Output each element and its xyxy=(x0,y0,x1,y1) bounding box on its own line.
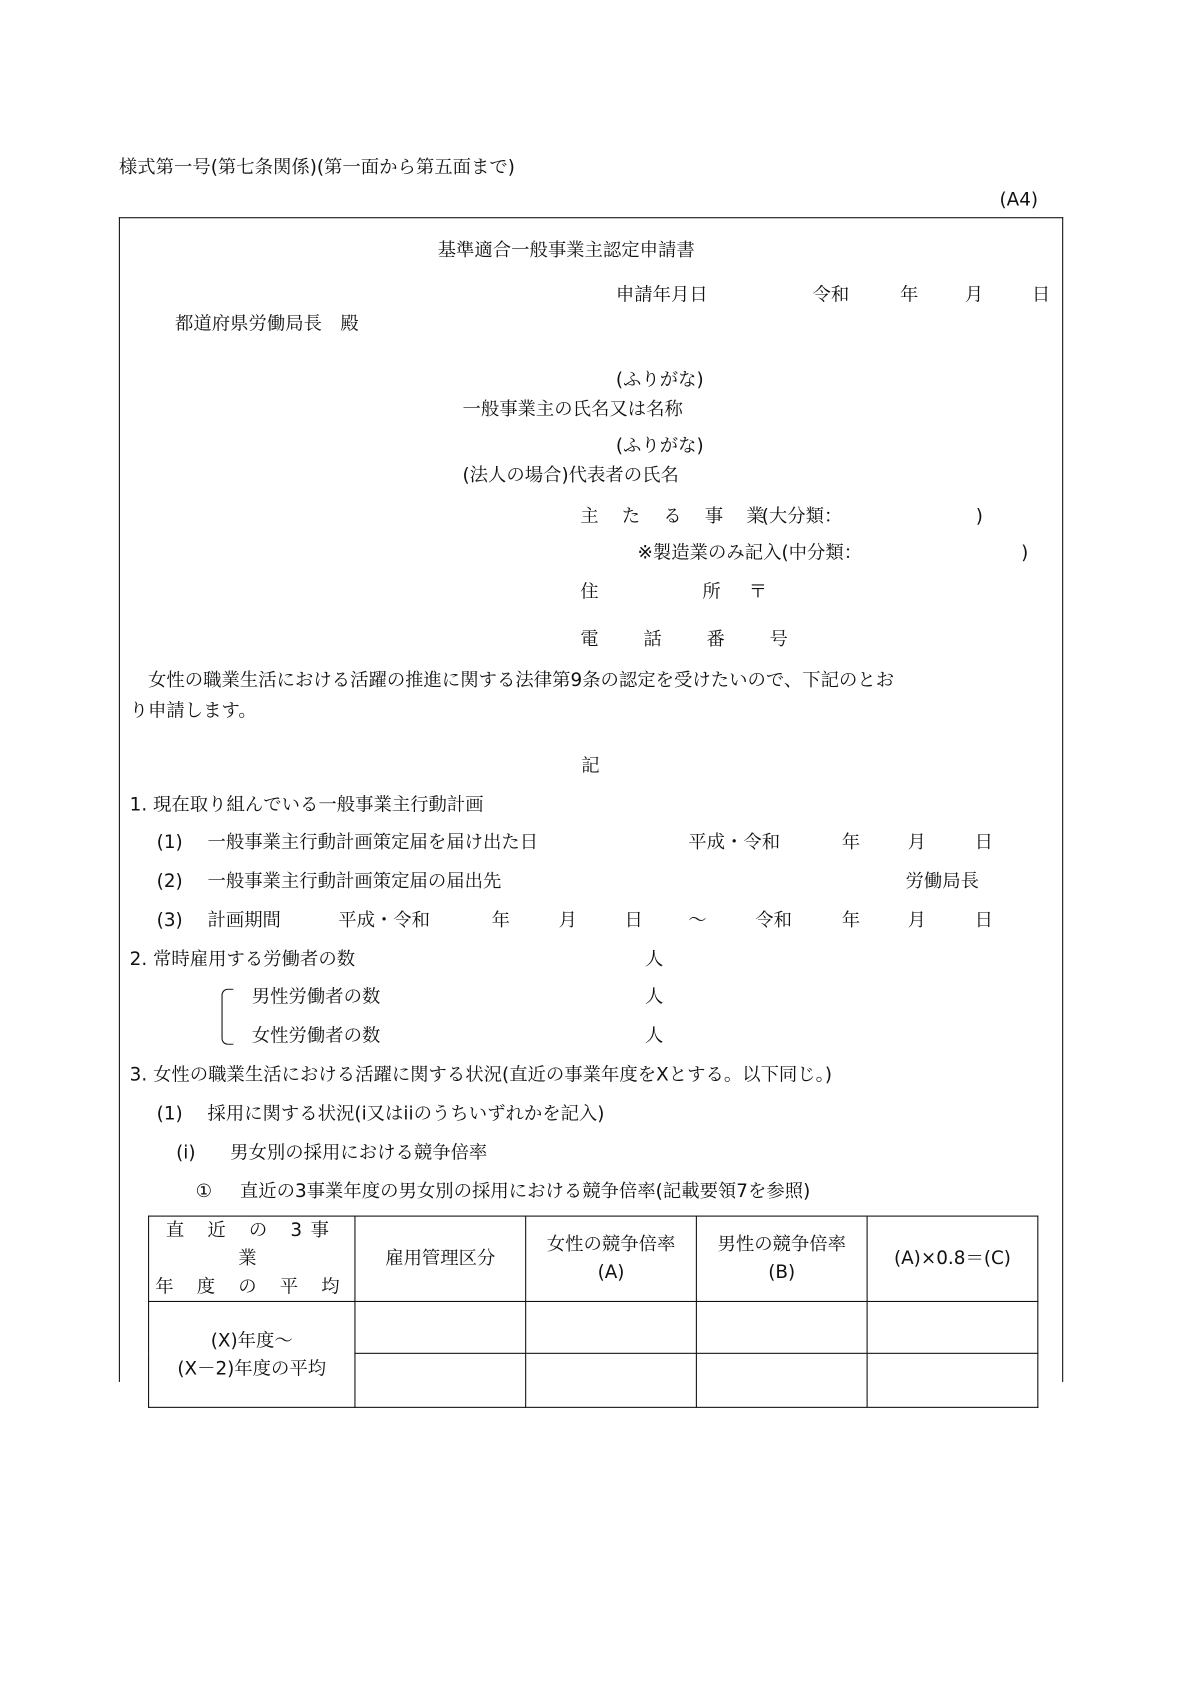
furigana-label: (ふりがな) xyxy=(615,369,704,392)
major-category-label: (大分類： xyxy=(761,505,843,528)
s3-sub1: 採用に関する状況(i又はiiのうちいずれかを記入) xyxy=(207,1103,605,1125)
header-period-line1: 直 近 の 3事 業 xyxy=(165,1219,338,1270)
s1-r3-era1: 平成・令和 xyxy=(338,909,431,932)
representative-label: (法人の場合)代表者の氏名 xyxy=(462,464,679,487)
male-unit: 人 xyxy=(645,986,664,1009)
s1-r3-era2: 令和 xyxy=(755,909,793,932)
phone-label: 電 話 番 号 xyxy=(580,628,808,651)
s3-sub2: 男女別の採用における競争倍率 xyxy=(230,1142,488,1164)
input-cell[interactable] xyxy=(355,1301,526,1353)
paper-size: (A4) xyxy=(999,189,1039,211)
s1-r3-label: 計画期間 xyxy=(207,909,281,932)
address-label-2: 所 xyxy=(702,581,721,603)
header-male-ratio-line2: (B) xyxy=(768,1262,796,1284)
header-female-ratio-line2: (A) xyxy=(597,1262,625,1284)
employer-name-label: 一般事業主の氏名又は名称 xyxy=(462,398,683,421)
date-month[interactable]: 月 xyxy=(964,284,984,306)
table-header-row xyxy=(149,1216,1038,1301)
section2-heading: 2. 常時雇用する労働者の数 xyxy=(129,948,356,971)
s1-r3-month1[interactable]: 月 xyxy=(558,909,577,932)
paragraph-line: 女性の職業生活における活躍の推進に関する法律第9条の認定を受けたいので、下記のとお xyxy=(129,669,895,692)
header-period-line2: 年 度 の 平 均 xyxy=(155,1276,349,1298)
s1-r2-num: (2) xyxy=(156,870,183,893)
s1-r3-month2[interactable]: 月 xyxy=(907,909,926,932)
address-label-1: 住 xyxy=(580,581,599,603)
s1-r3-day1[interactable]: 日 xyxy=(624,909,643,932)
section3-heading: 3. 女性の職業生活における活躍に関する状況(直近の事業年度をXとする。以下同じ。) xyxy=(129,1064,833,1086)
male-workers-label: 男性労働者の数 xyxy=(251,986,381,1009)
input-cell[interactable] xyxy=(696,1301,867,1353)
major-category-close: ) xyxy=(975,505,983,528)
input-cell[interactable] xyxy=(867,1301,1038,1353)
competition-ratio-table xyxy=(148,1216,1038,1408)
date-year[interactable]: 年 xyxy=(900,284,919,306)
female-unit: 人 xyxy=(645,1025,664,1048)
date-era: 令和 xyxy=(812,284,850,306)
input-cell[interactable] xyxy=(526,1301,697,1353)
s1-r3-tilde: ～ xyxy=(688,909,707,932)
s1-r2-suffix: 労働局長 xyxy=(905,870,979,893)
paragraph-line: り申請します。 xyxy=(129,700,257,722)
manufacturing-label: ※製造業のみ記入(中分類： xyxy=(637,542,863,565)
input-cell[interactable] xyxy=(696,1353,867,1407)
s3-sub1-num: (1) xyxy=(156,1103,183,1125)
header-female-ratio-line1: 女性の競争倍率 xyxy=(546,1233,676,1256)
section1-heading: 1. 現在取り組んでいる一般事業主行動計画 xyxy=(129,794,484,816)
input-cell[interactable] xyxy=(867,1353,1038,1407)
header-female-ratio xyxy=(526,1216,697,1301)
header-male-ratio-line1: 男性の競争倍率 xyxy=(717,1233,847,1256)
s1-r1-label: 一般事業主行動計画策定届を届け出た日 xyxy=(207,831,539,854)
female-workers-label: 女性労働者の数 xyxy=(251,1025,381,1048)
manufacturing-close: ) xyxy=(1021,542,1029,565)
input-cell[interactable] xyxy=(355,1353,526,1407)
date-day[interactable]: 日 xyxy=(1031,284,1051,306)
period-cell xyxy=(149,1301,355,1407)
s1-r3-year1[interactable]: 年 xyxy=(491,909,510,932)
s3-sub3: 直近の3事業年度の男女別の採用における競争倍率(記載要領7を参照) xyxy=(239,1180,811,1203)
s1-r3-year2[interactable]: 年 xyxy=(841,909,861,932)
furigana-label: (ふりがな) xyxy=(615,435,704,458)
s1-r2-label: 一般事業主行動計画策定届の届出先 xyxy=(207,870,502,893)
input-cell[interactable] xyxy=(526,1353,697,1407)
s1-r1-month[interactable]: 月 xyxy=(907,831,926,854)
period-line1: (X)年度～ xyxy=(210,1329,293,1352)
total-unit: 人 xyxy=(645,948,664,971)
ki-heading: 記 xyxy=(581,755,600,777)
header-period xyxy=(149,1216,355,1301)
s3-sub3-num: ① xyxy=(195,1180,213,1203)
bracket xyxy=(222,989,234,1045)
form-title: 基準適合一般事業主認定申請書 xyxy=(437,239,695,262)
s1-r1-day[interactable]: 日 xyxy=(974,831,993,854)
table-row xyxy=(149,1301,1038,1353)
date-label: 申請年月日 xyxy=(615,284,708,306)
s3-sub2-num: (i) xyxy=(176,1142,196,1164)
s1-r1-year[interactable]: 年 xyxy=(841,831,861,854)
header-formula: (A)×0.8＝(C) xyxy=(867,1216,1038,1301)
main-business-label: 主 た る 事 業 xyxy=(580,505,774,528)
form-id: 様式第一号(第七条関係)(第一面から第五面まで) xyxy=(118,156,515,179)
s1-r1-num: (1) xyxy=(156,831,183,854)
s1-r3-day2[interactable]: 日 xyxy=(974,909,993,932)
addressee: 都道府県労働局長 殿 xyxy=(175,313,359,335)
header-male-ratio xyxy=(696,1216,867,1301)
period-line2: (X－2)年度の平均 xyxy=(177,1357,327,1380)
header-category: 雇用管理区分 xyxy=(355,1216,526,1301)
postal-mark: 〒 xyxy=(748,581,768,603)
s1-r3-num: (3) xyxy=(156,909,183,932)
s1-r1-era: 平成・令和 xyxy=(688,831,781,854)
